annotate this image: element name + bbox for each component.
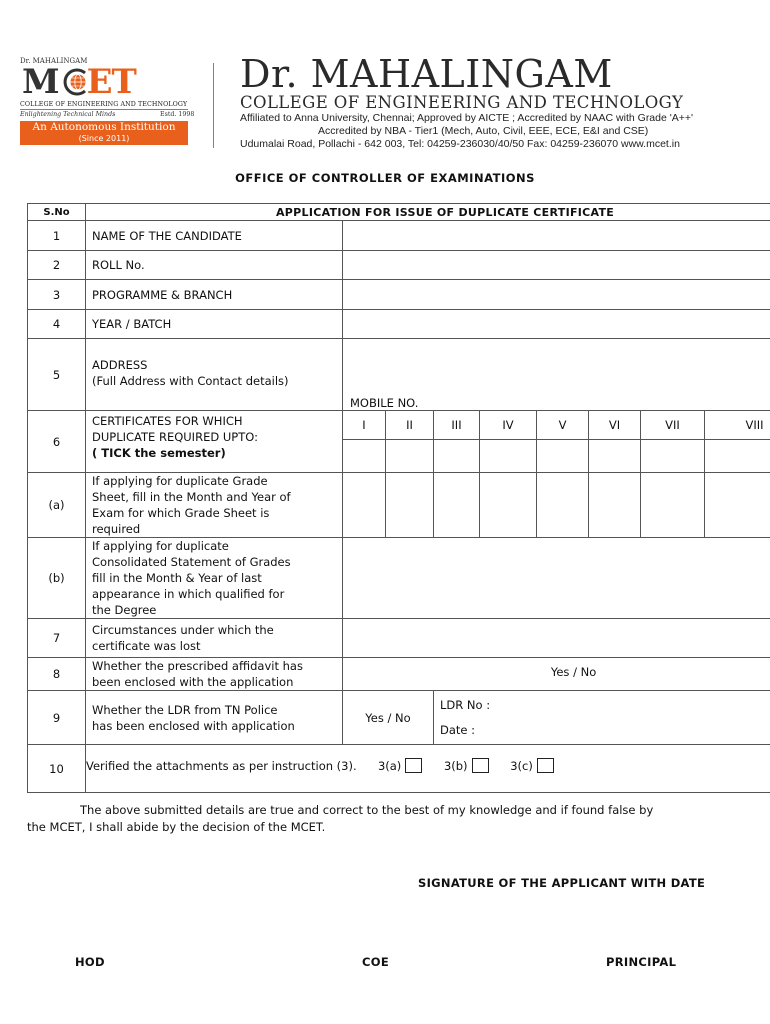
year-batch-label: YEAR / BATCH [86, 310, 343, 339]
certificates-label: CERTIFICATES FOR WHICH DUPLICATE REQUIRED UPTO: ( TICK the semester) [86, 411, 343, 473]
checkbox-3c[interactable] [537, 758, 554, 773]
roll-no-label: ROLL No. [86, 251, 343, 280]
grade-sheet-sem-iv[interactable] [480, 473, 537, 538]
option-3c-label: 3(c) [510, 759, 533, 773]
logo-estd: Estd. 1998 [160, 111, 195, 118]
semester-vi-tick[interactable] [589, 440, 641, 473]
semester-iv-header: IV [480, 411, 537, 440]
verified-attachments-label: Verified the attachments as per instruction (3). [86, 759, 357, 773]
institution-title: Dr. MAHALINGAM [240, 52, 613, 96]
form-title: APPLICATION FOR ISSUE OF DUPLICATE CERTIFICATE [86, 204, 770, 221]
circumstances-field[interactable] [343, 619, 770, 658]
semester-i-header: I [343, 411, 386, 440]
address-field[interactable] [343, 339, 770, 411]
candidate-name-field[interactable] [343, 221, 770, 251]
office-title: OFFICE OF CONTROLLER OF EXAMINATIONS [235, 171, 535, 185]
grade-sheet-sem-ii[interactable] [386, 473, 434, 538]
row-number: (b) [28, 538, 86, 619]
programme-branch-field[interactable] [343, 280, 770, 310]
address-label: ADDRESS (Full Address with Contact details) [86, 339, 343, 411]
row-number: 3 [28, 280, 86, 310]
hod-signature-label: HOD [75, 955, 105, 969]
table-row [28, 339, 770, 411]
semester-iii-tick[interactable] [434, 440, 480, 473]
table-row [28, 473, 770, 538]
semester-v-tick[interactable] [537, 440, 589, 473]
address-line: Udumalai Road, Pollachi - 642 003, Tel: 04259-236030/40/50 Fax: 04259-236070 www.mcet.in [240, 138, 680, 150]
grade-sheet-sem-v[interactable] [537, 473, 589, 538]
roll-no-field[interactable] [343, 251, 770, 280]
year-batch-field[interactable] [343, 310, 770, 339]
row-number: 9 [28, 691, 86, 745]
logo-autonomous-band [20, 121, 188, 145]
application-form-table [27, 203, 770, 793]
grade-sheet-sem-vii[interactable] [641, 473, 705, 538]
logo-divider [20, 109, 188, 110]
nba-line: Accredited by NBA - Tier1 (Mech, Auto, Civil, EEE, ECE, E&I and CSE) [318, 125, 649, 137]
declaration [27, 802, 747, 836]
semester-ii-tick[interactable] [386, 440, 434, 473]
grade-sheet-sem-i[interactable] [343, 473, 386, 538]
table-row [28, 280, 770, 310]
ldr-date-label: Date : [440, 722, 476, 737]
row-number: 2 [28, 251, 86, 280]
institution-subtitle: COLLEGE OF ENGINEERING AND TECHNOLOGY [240, 93, 684, 112]
semester-ii-header: II [386, 411, 434, 440]
table-row [28, 411, 770, 440]
consolidated-statement-label: If applying for duplicate Consolidated Statement of Grades fill in the Month & Year of last appearance in which qualified for the Degree [86, 538, 343, 619]
semester-v-header: V [537, 411, 589, 440]
logo-mark [22, 62, 192, 102]
declaration-line-2: the MCET, I shall abide by the decision of the MCET. [27, 820, 326, 834]
grade-sheet-label: If applying for duplicate Grade Sheet, fill in the Month and Year of Exam for which Grade Sheet is required [86, 473, 343, 538]
semester-vi-header: VI [589, 411, 641, 440]
table-row [28, 310, 770, 339]
semester-iii-header: III [434, 411, 480, 440]
globe-icon [61, 67, 91, 97]
ldr-yes-no[interactable]: Yes / No [343, 691, 434, 745]
row-number: 10 [28, 745, 86, 793]
logo-small-caption: Dr. MAHALINGAM [20, 57, 88, 65]
table-row [28, 658, 770, 691]
logo-mark-m: M [22, 62, 59, 102]
logo-tagline: Enlightening Technical Minds [20, 111, 116, 118]
semester-vii-tick[interactable] [641, 440, 705, 473]
semester-iv-tick[interactable] [480, 440, 537, 473]
sno-header: S.No [28, 204, 86, 221]
semester-vii-header: VII [641, 411, 705, 440]
table-header-row [28, 204, 770, 221]
table-row [28, 538, 770, 619]
candidate-name-label: NAME OF THE CANDIDATE [86, 221, 343, 251]
mobile-no-label: MOBILE NO. [350, 396, 419, 410]
checkbox-3b[interactable] [472, 758, 489, 773]
option-3a-label: 3(a) [377, 759, 402, 773]
semester-i-tick[interactable] [343, 440, 386, 473]
header-divider [213, 63, 214, 148]
row-number: 6 [28, 411, 86, 473]
principal-signature-label: PRINCIPAL [606, 955, 677, 969]
table-row [28, 251, 770, 280]
row-number: (a) [28, 473, 86, 538]
ldr-details[interactable] [434, 691, 770, 745]
applicant-signature-label: SIGNATURE OF THE APPLICANT WITH DATE [418, 876, 706, 890]
college-logo [20, 57, 195, 143]
ldr-label: Whether the LDR from TN Police has been enclosed with application [86, 691, 343, 745]
ldr-no-label: LDR No : [440, 697, 491, 712]
table-row [28, 691, 770, 745]
verified-attachments-row [86, 745, 770, 793]
institution-header [240, 54, 760, 151]
grade-sheet-sem-vi[interactable] [589, 473, 641, 538]
affiliation-line: Affiliated to Anna University, Chennai; Approved by AICTE ; Accredited by NAAC with Grade 'A++' [240, 112, 694, 124]
logo-since: (Since 2011) [78, 134, 130, 143]
semester-viii-tick[interactable] [705, 440, 770, 473]
table-row [28, 745, 770, 793]
coe-signature-label: COE [362, 955, 389, 969]
semester-viii-header: VIII [705, 411, 770, 440]
programme-branch-label: PROGRAMME & BRANCH [86, 280, 343, 310]
row-number: 7 [28, 619, 86, 658]
option-3b-label: 3(b) [443, 759, 468, 773]
row-number: 5 [28, 339, 86, 411]
consolidated-statement-field[interactable] [343, 538, 770, 619]
declaration-line-1: The above submitted details are true and correct to the best of my knowledge and if found false by [80, 803, 654, 817]
table-row [28, 619, 770, 658]
affidavit-yes-no[interactable]: Yes / No [343, 658, 770, 691]
checkbox-3a[interactable] [405, 758, 422, 773]
row-number: 4 [28, 310, 86, 339]
grade-sheet-sem-iii[interactable] [434, 473, 480, 538]
table-row [28, 221, 770, 251]
logo-mark-et: ET [86, 62, 136, 102]
affidavit-label: Whether the prescribed affidavit has been enclosed with the application [86, 658, 343, 691]
logo-college-line: COLLEGE OF ENGINEERING AND TECHNOLOGY [20, 101, 188, 108]
logo-autonomous: An Autonomous Institution [32, 121, 176, 133]
grade-sheet-sem-viii[interactable] [705, 473, 770, 538]
row-number: 1 [28, 221, 86, 251]
circumstances-label: Circumstances under which the certificate was lost [86, 619, 343, 658]
row-number: 8 [28, 658, 86, 691]
